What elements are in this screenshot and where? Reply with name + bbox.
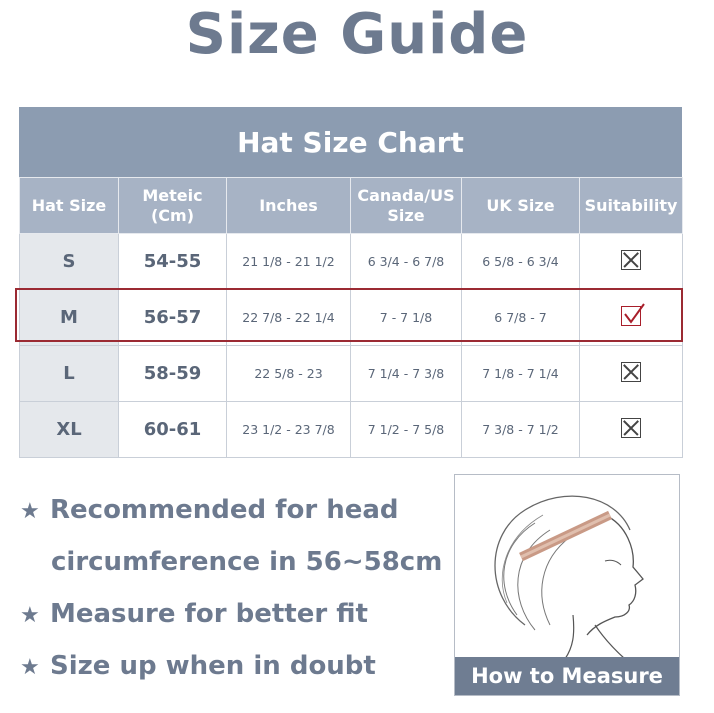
- note-text: Recommended for head: [50, 495, 399, 525]
- size-cell: L: [20, 346, 119, 402]
- uk-cell: 7 3/8 - 7 1/2: [462, 402, 580, 458]
- star-icon: ★: [20, 603, 40, 628]
- canada-us-cell: 6 3/4 - 6 7/8: [351, 234, 462, 290]
- header-inches: Inches: [227, 178, 351, 234]
- uk-cell: 7 1/8 - 7 1/4: [462, 346, 580, 402]
- how-to-measure-label: How to Measure: [455, 657, 679, 695]
- inches-cell: 21 1/8 - 21 1/2: [227, 234, 351, 290]
- header-canada-line1: Canada/US: [357, 185, 455, 205]
- canada-us-cell: 7 1/4 - 7 3/8: [351, 346, 462, 402]
- inches-cell: 22 5/8 - 23: [227, 346, 351, 402]
- cross-box-icon: [621, 418, 641, 438]
- cm-cell: 58-59: [119, 346, 227, 402]
- size-cell: XL: [20, 402, 119, 458]
- cross-box-icon: [621, 362, 641, 382]
- note-text: Size up when in doubt: [50, 651, 376, 681]
- size-cell: M: [20, 290, 119, 346]
- table-row: [20, 346, 683, 402]
- cm-cell: 60-61: [119, 402, 227, 458]
- canada-us-cell: 7 - 7 1/8: [351, 290, 462, 346]
- page-title: Size Guide: [185, 2, 529, 67]
- cm-cell: 54-55: [119, 234, 227, 290]
- uk-cell: 6 7/8 - 7: [462, 290, 580, 346]
- size-cell: S: [20, 234, 119, 290]
- header-canada-line2: Size: [387, 205, 425, 225]
- note-text: Measure for better fit: [50, 599, 368, 629]
- inches-cell: 23 1/2 - 23 7/8: [227, 402, 351, 458]
- uk-cell: 6 5/8 - 6 3/4: [462, 234, 580, 290]
- chart-title: Hat Size Chart: [19, 107, 682, 177]
- suitability-cell: [580, 346, 683, 402]
- suitability-cell: [580, 234, 683, 290]
- table-row: [20, 402, 683, 458]
- how-to-measure-panel: [454, 474, 680, 696]
- header-hat-size: Hat Size: [20, 178, 119, 234]
- table-header-row: [20, 178, 683, 234]
- header-metric: [119, 178, 227, 234]
- hat-size-chart: [19, 107, 682, 458]
- header-metric-line1: Meteic: [142, 185, 203, 205]
- note-recommended: [20, 488, 440, 540]
- cross-box-icon: [621, 250, 641, 270]
- header-uk-size: UK Size: [462, 178, 580, 234]
- size-notes: [20, 488, 443, 696]
- header-suitability: Suitability: [580, 178, 683, 234]
- note-size-up: [20, 644, 440, 696]
- header-canada-us: [351, 178, 462, 234]
- note-circumference: circumference in 56~58cm: [51, 547, 443, 577]
- inches-cell: 22 7/8 - 22 1/4: [227, 290, 351, 346]
- canada-us-cell: 7 1/2 - 7 5/8: [351, 402, 462, 458]
- suitability-cell: [580, 402, 683, 458]
- note-measure: [20, 592, 440, 644]
- star-icon: ★: [20, 499, 40, 524]
- star-icon: ★: [20, 655, 40, 680]
- header-metric-line2: (Cm): [150, 205, 195, 225]
- cm-cell: 56-57: [119, 290, 227, 346]
- recommended-row-highlight: [15, 288, 683, 342]
- table-row: [20, 234, 683, 290]
- head-measure-illustration: [455, 475, 679, 659]
